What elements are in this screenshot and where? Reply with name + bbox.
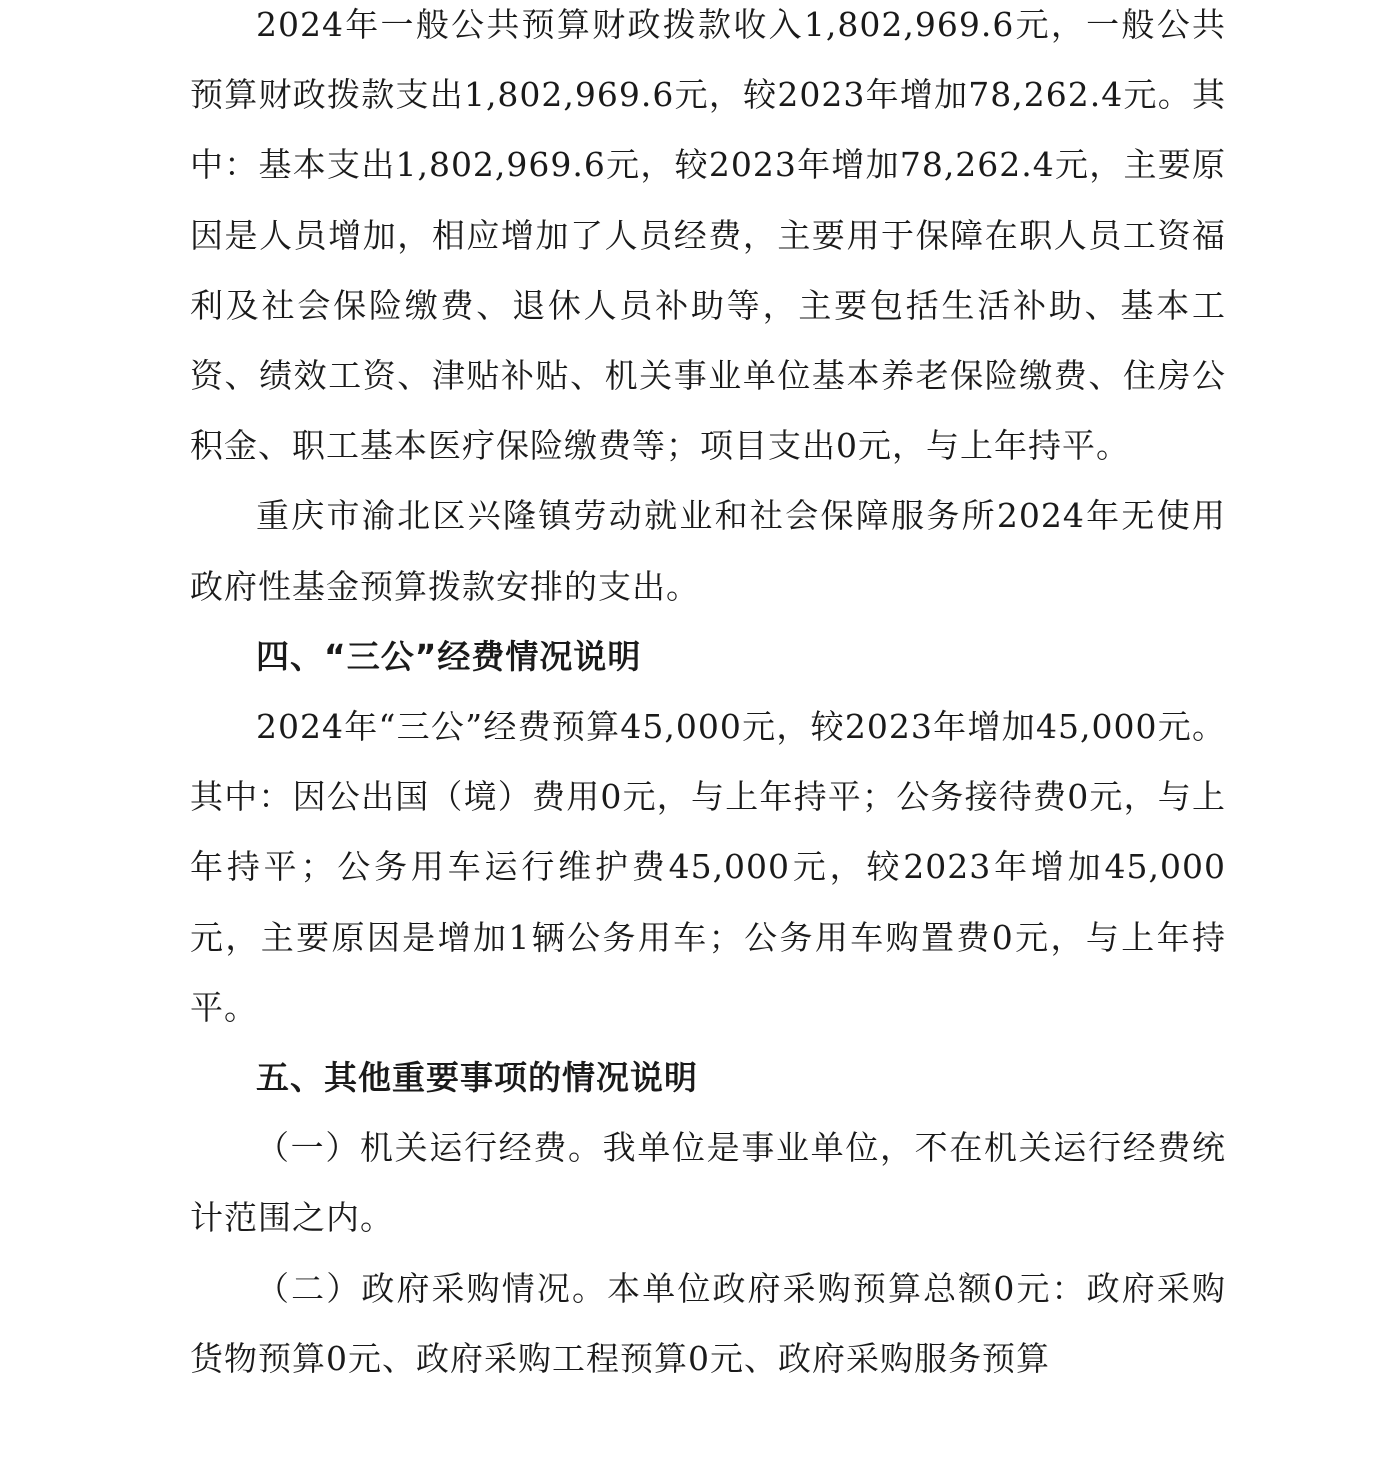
heading-other-matters: 五、其他重要事项的情况说明 [256, 1058, 698, 1098]
paragraph-three-public-expenses: 2024年“三公”经费预算45,000元，较2023年增加45,000元。其中：因公出国（境）费用0元，与上年持平；公务接待费0元，与上年持平；公务用车运行维护费45,000元，较2023年增加45,000元，主要原因是增加1辆公务用车；公务用车购置费0元，与上年持平。 [190, 707, 1226, 1027]
paragraph-procurement: （二）政府采购情况。本单位政府采购预算总额0元：政府采购货物预算0元、政府采购工程预算0元、政府采购服务预算 [190, 1268, 1226, 1378]
document-body [190, 0, 1226, 1394]
heading-three-public-expenses: 四、“三公”经费情况说明 [256, 636, 642, 676]
paragraph-government-fund: 重庆市渝北区兴隆镇劳动就业和社会保障服务所2024年无使用政府性基金预算拨款安排的支出。 [190, 496, 1226, 606]
paragraph-general-budget: 2024年一般公共预算财政拨款收入1,802,969.6元，一般公共预算财政拨款支出1,802,969.6元，较2023年增加78,262.4元。其中：基本支出1,802,969.6元，较2023年增加78,262.4元，主要原因是人员增加，相应增加了人员经费，主要用于保障在职人员工资福利及社会保险缴费、退休人员补助等，主要包括生活补助、基本工资、绩效工资、津贴补贴、机关事业单位基本养老保险缴费、住房公积金、职工基本医疗保险缴费等；项目支出0元，与上年持平。 [190, 5, 1226, 466]
paragraph-operating-expenses: （一）机关运行经费。我单位是事业单位，不在机关运行经费统计范围之内。 [190, 1128, 1226, 1238]
